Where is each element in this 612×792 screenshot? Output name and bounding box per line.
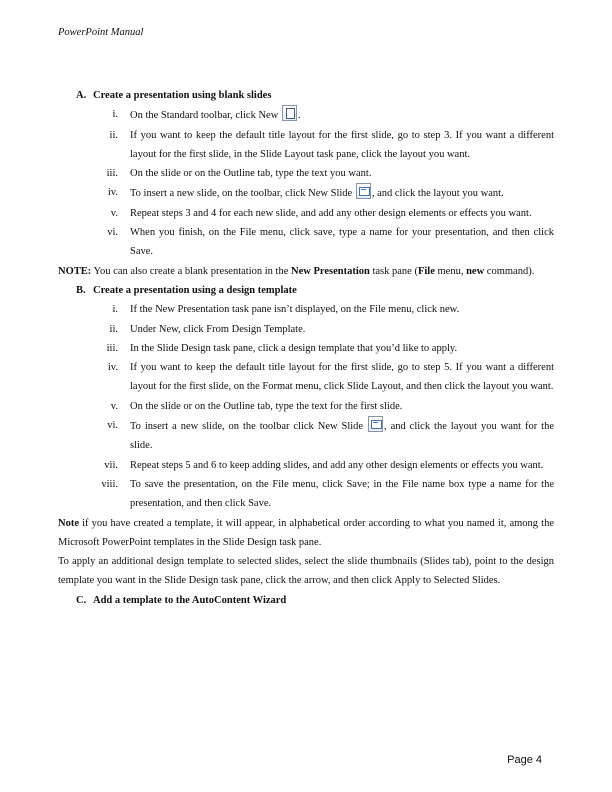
- list-item: ii. If you want to keep the default title layout for the first slide, go to step 3. If you want a different layout for the first slide, in the Slide Layout task pane, click the layout you want.: [109, 129, 554, 160]
- section-c-heading: [58, 591, 554, 610]
- new-slide-icon: [356, 183, 371, 199]
- section-b-steps: [58, 300, 554, 513]
- new-slide-icon: [368, 416, 383, 432]
- list-item: i. If the New Presentation task pane isn’t displayed, on the File menu, click new.: [112, 304, 460, 316]
- section-c-letter: C.: [76, 594, 87, 606]
- list-item: i. On the Standard toolbar, click New .: [58, 105, 554, 125]
- section-c-title: Add a template to the AutoContent Wizard: [93, 594, 287, 606]
- note-blank-presentation: NOTE: You can also create a blank presentation in the New Presentation task pane (File menu, new command).: [58, 265, 535, 277]
- list-item: iii. On the slide or on the Outline tab, type the text you want.: [106, 168, 372, 180]
- section-b-letter: B.: [76, 284, 86, 296]
- running-header: PowerPoint Manual: [58, 27, 144, 38]
- document-body: [58, 86, 554, 610]
- section-b-title: Create a presentation using a design template: [93, 284, 297, 296]
- apply-template-paragraph: To apply an additional design template to selected slides, select the slide thumbnails (Slides tab), point to the design template you want in the Slide Design task pane, click the arrow, and then click Apply to Selected Slides.: [58, 556, 554, 587]
- section-a-steps: [58, 105, 554, 261]
- section-b-heading: [58, 281, 554, 300]
- list-item: ii. Under New, click From Design Template.: [109, 323, 306, 335]
- section-a-heading: [58, 86, 554, 105]
- list-item: vi. When you finish, on the File menu, click save, type a name for your presentation, and then click Save.: [107, 227, 554, 258]
- list-item: iii. In the Slide Design task pane, click a design template that you’d like to apply.: [106, 342, 458, 354]
- list-item: iv. To insert a new slide, on the toolbar, click New Slide , and click the layout you want.: [58, 183, 554, 203]
- list-item: viii. To save the presentation, on the File menu, click Save; in the File name box type a name for the presentation, and then click Save.: [101, 478, 554, 510]
- list-item: vi. To insert a new slide, on the toolbar click New Slide , and click the layout you want for the slide.: [58, 416, 554, 456]
- section-a-title: Create a presentation using blank slides: [93, 90, 272, 101]
- section-a-letter: A.: [76, 90, 87, 101]
- note-template: Note if you have created a template, it will appear, in alphabetical order according to what you named it, among the Microsoft PowerPoint templates in the Slide Design task pane.: [58, 517, 554, 548]
- list-item: v. Repeat steps 3 and 4 for each new slide, and add any other design elements or effects you want.: [110, 207, 532, 219]
- list-item: iv. If you want to keep the default title layout for the first slide, go to step 5. If you want a different layout for the first slide, on the Format menu, click Slide Layout, and then click the layout you want.: [107, 362, 554, 393]
- page-number: Page 4: [507, 754, 542, 766]
- new-document-icon: [282, 105, 297, 121]
- list-item: vii. Repeat steps 5 and 6 to keep adding slides, and add any other design elements or effects you want.: [104, 459, 544, 471]
- list-item: v. On the slide or on the Outline tab, type the text for the first slide.: [110, 400, 403, 412]
